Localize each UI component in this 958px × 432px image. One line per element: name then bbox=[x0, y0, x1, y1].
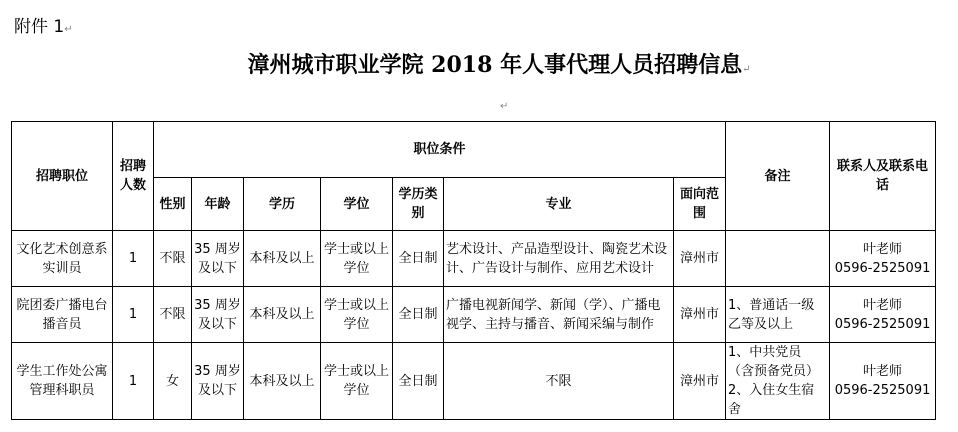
cell-age: 35 周岁及以下 bbox=[192, 287, 244, 343]
header-notes: 备注 bbox=[726, 122, 830, 231]
cell-major: 不限 bbox=[444, 343, 674, 420]
table-row bbox=[12, 343, 936, 420]
cell-count: 1 bbox=[113, 343, 154, 420]
cell-notes: 1、普通话一级乙等及以上 bbox=[726, 287, 830, 343]
cell-scope: 漳州市 bbox=[674, 287, 726, 343]
recruitment-table bbox=[11, 121, 936, 420]
cell-age: 35 周岁及以下 bbox=[192, 231, 244, 287]
header-edu-type: 学历类别 bbox=[393, 178, 444, 231]
header-gender: 性别 bbox=[154, 178, 192, 231]
cell-degree: 学士或以上学位 bbox=[321, 343, 393, 420]
cell-education: 本科及以上 bbox=[244, 287, 321, 343]
cell-scope: 漳州市 bbox=[674, 343, 726, 420]
cell-position: 文化艺术创意系实训员 bbox=[12, 231, 113, 287]
header-degree: 学位 bbox=[321, 178, 393, 231]
page-title: 漳州城市职业学院 2018 年人事代理人员招聘信息↵ bbox=[247, 52, 751, 78]
cell-education: 本科及以上 bbox=[244, 231, 321, 287]
cell-edu-type: 全日制 bbox=[393, 343, 444, 420]
cell-position: 院团委广播电台播音员 bbox=[12, 287, 113, 343]
paragraph-mark-icon: ↵ bbox=[500, 101, 509, 112]
cell-edu-type: 全日制 bbox=[393, 287, 444, 343]
table-row bbox=[12, 231, 936, 287]
header-education: 学历 bbox=[244, 178, 321, 231]
cell-notes bbox=[726, 231, 830, 287]
header-position: 招聘职位 bbox=[12, 122, 113, 231]
cell-position: 学生工作处公寓管理科职员 bbox=[12, 343, 113, 420]
cell-major: 艺术设计、产品造型设计、陶瓷艺术设计、广告设计与制作、应用艺术设计 bbox=[444, 231, 674, 287]
cell-contact bbox=[830, 231, 936, 287]
contact-name: 叶老师 bbox=[863, 297, 903, 313]
header-conditions: 职位条件 bbox=[154, 122, 726, 178]
contact-name: 叶老师 bbox=[863, 364, 903, 379]
cell-degree: 学士或以上学位 bbox=[321, 231, 393, 287]
header-contact: 联系人及联系电话 bbox=[830, 122, 936, 231]
cell-degree: 学士或以上学位 bbox=[321, 287, 393, 343]
cell-gender: 不限 bbox=[154, 231, 192, 287]
cell-gender: 不限 bbox=[154, 287, 192, 343]
cell-edu-type: 全日制 bbox=[393, 231, 444, 287]
cell-age: 35 周岁及以下 bbox=[192, 343, 244, 420]
cell-major: 广播电视新闻学、新闻（学）、广播电视学、主持与播音、新闻采编与制作 bbox=[444, 287, 674, 343]
cell-notes: 1、中共党员（含预备党员） 2、入住女生宿舍 bbox=[726, 343, 830, 420]
header-scope: 面向范围 bbox=[674, 178, 726, 231]
attachment-label: 附件 1↵ bbox=[14, 17, 73, 37]
cell-gender: 女 bbox=[154, 343, 192, 420]
header-age: 年龄 bbox=[192, 178, 244, 231]
contact-phone: 0596-2525091 bbox=[834, 383, 931, 398]
header-major: 专业 bbox=[444, 178, 674, 231]
contact-name: 叶老师 bbox=[863, 241, 903, 257]
contact-phone: 0596-2525091 bbox=[834, 316, 931, 332]
contact-phone: 0596-2525091 bbox=[834, 260, 931, 276]
header-count: 招聘人数 bbox=[113, 122, 154, 231]
table-row bbox=[12, 287, 936, 343]
cell-count: 1 bbox=[113, 231, 154, 287]
cell-scope: 漳州市 bbox=[674, 231, 726, 287]
cell-education: 本科及以上 bbox=[244, 343, 321, 420]
cell-count: 1 bbox=[113, 287, 154, 343]
cell-contact bbox=[830, 343, 936, 420]
cell-contact bbox=[830, 287, 936, 343]
